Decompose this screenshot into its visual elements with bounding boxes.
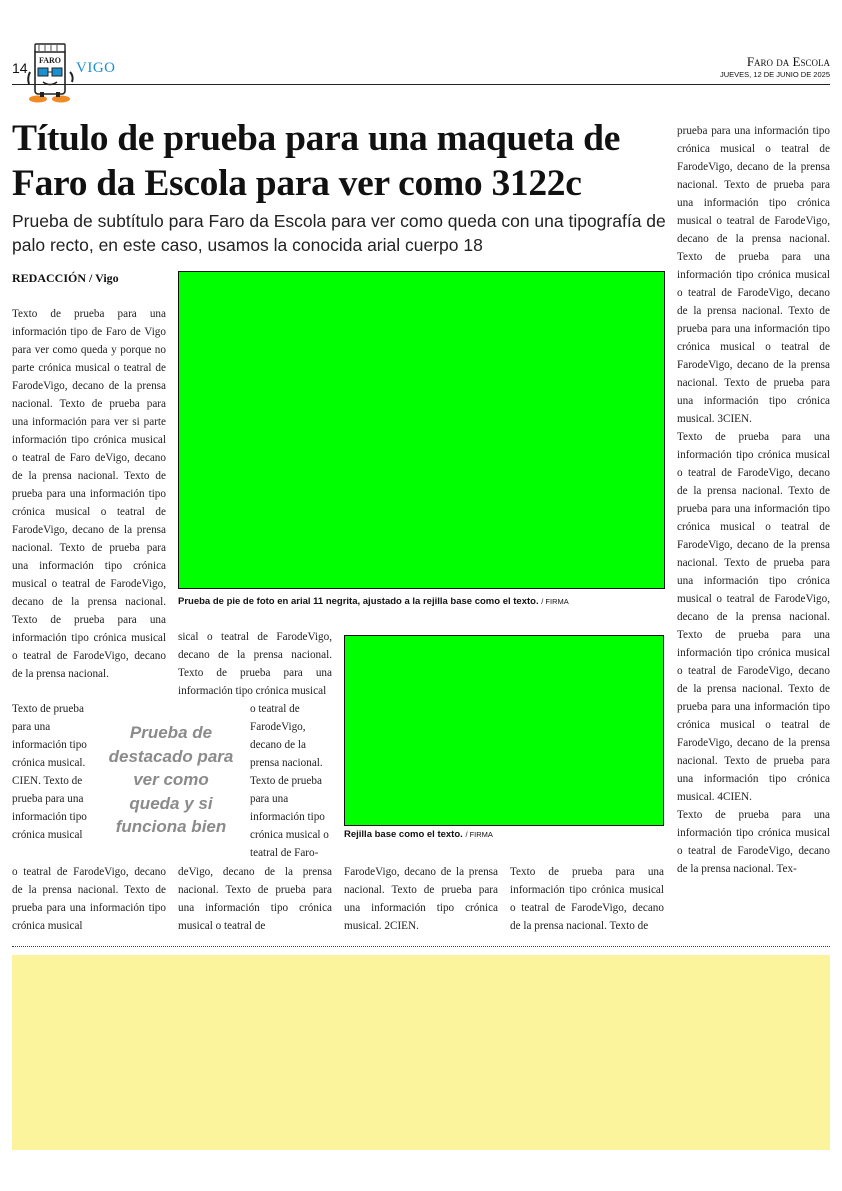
article-subtitle: Prueba de subtítulo para Faro da Escola para ver como queda con una tipografía de palo recto, en este caso, usamos la conocida arial cuerpo 18	[12, 211, 666, 255]
body-column-1-wrap	[12, 700, 90, 844]
article-headline: Título de prueba para una maqueta de Faro da Escola para ver como 3122c	[12, 118, 621, 204]
advertisement-placeholder	[12, 955, 830, 1150]
body-paragraph: Texto de prueba para una información tipo crónica musical o teatral de FarodeVigo, decano de la prensa nacional. Texto de prueba para una información tipo crónica musical o teatral de FarodeVigo, decano de la prensa nacional. Texto de prueba para una información tipo crónica musical o teatral de FarodeVigo, decano de la prensa nacional. Texto de prueba para una información tipo crónica musical o teatral de FarodeVigo, decano de la prensa nacional. Texto de prueba para una información tipo crónica musical o teatral de FarodeVigo, decano de la prensa nacional. Texto de prueba para una información tipo crónica musical. 4CIEN.	[677, 431, 830, 803]
byline: REDACCIÓN / Vigo	[12, 271, 119, 285]
page-number: 14	[12, 60, 28, 76]
main-photo-placeholder	[178, 271, 665, 589]
body-paragraph: prueba para una información tipo crónica musical o teatral de FarodeVigo, decano de la prensa nacional. Texto de prueba para una información tipo crónica musical o teatral de FarodeVigo, decano de la prensa nacional. Texto de prueba para una información tipo crónica musical o teatral de FarodeVigo, decano de la prensa nacional. Texto de prueba para una información tipo crónica musical o teatral de FarodeVigo, decano de la prensa nacional. Texto de prueba para una información tipo crónica musical. 3CIEN.	[677, 125, 830, 425]
body-paragraph: Texto de prueba para una información tipo crónica musical o teatral de FarodeVigo, decano de la prensa nacional. Texto de	[510, 866, 664, 932]
body-paragraph: Texto de prueba para una información tipo crónica musical o teatral de FarodeVigo, decano de la prensa nacional. Tex-	[677, 809, 830, 875]
body-column-1	[12, 305, 166, 683]
body-column-3-tail	[344, 863, 498, 935]
body-column-2-wrap	[250, 700, 332, 862]
body-column-4-tail	[510, 863, 664, 935]
issue-date: JUEVES, 12 DE JUNIO DE 2025	[719, 70, 830, 79]
photo-credit: / FIRMA	[465, 830, 493, 839]
caption-text: Rejilla base como el texto.	[344, 829, 463, 840]
body-column-2	[178, 628, 332, 700]
body-column-5	[677, 122, 830, 878]
body-paragraph: o teatral de FarodeVigo, decano de la prensa nacional. Texto de prueba para una información tipo crónica musical o teatral de Faro-	[250, 703, 329, 859]
faro-mascot-logo	[25, 42, 77, 104]
pull-quote: Prueba de destacado para ver como queda y si funciona bien	[108, 723, 234, 836]
body-paragraph: o teatral de FarodeVigo, decano de la prensa nacional. Texto de prueba para una información tipo crónica musical	[12, 866, 166, 932]
secondary-photo-placeholder	[344, 635, 664, 826]
body-paragraph: deVigo, decano de la prensa nacional. Texto de prueba para una información tipo crónica musical o teatral de	[178, 866, 332, 932]
body-paragraph: sical o teatral de FarodeVigo, decano de la prensa nacional. Texto de prueba para una información tipo crónica musical	[178, 631, 332, 697]
secondary-photo-caption	[344, 829, 664, 841]
masthead-title: Faro da Escola	[746, 54, 830, 69]
body-paragraph: FarodeVigo, decano de la prensa nacional. Texto de prueba para una información tipo crónica musical. 2CIEN.	[344, 866, 498, 932]
body-paragraph: Texto de prueba para una información tipo crónica musical. CIEN. Texto de prueba para una información tipo crónica musical	[12, 703, 87, 841]
section-name[interactable]: VIGO	[76, 60, 116, 76]
photo-credit: / FIRMA	[541, 597, 569, 606]
body-column-2-tail	[178, 863, 332, 935]
main-photo-caption	[178, 596, 668, 608]
caption-text: Prueba de pie de foto en arial 11 negrita, ajustado a la rejilla base como el texto.	[178, 596, 539, 607]
svg-text:FARO: FARO	[38, 56, 62, 65]
header-divider	[12, 84, 830, 85]
body-paragraph: Texto de prueba para una información tipo de Faro de Vigo para ver como queda y porque no parte crónica musical o teatral de FarodeVigo, decano de la prensa nacional. Texto de prueba para una información para ver si parte información tipo crónica musical o teatral de Faro deVigo, decano de la prensa nacional. Texto de prueba para una información tipo crónica musical o teatral de FarodeVigo, decano de la prensa nacional. Texto de prueba para una información tipo crónica musical o teatral de FarodeVigo, decano de la prensa nacional. Texto de prueba para una información tipo crónica musical o teatral de FarodeVigo, decano de la prensa nacional.	[12, 308, 166, 680]
body-column-1-tail	[12, 863, 166, 935]
dotted-divider	[12, 946, 830, 947]
